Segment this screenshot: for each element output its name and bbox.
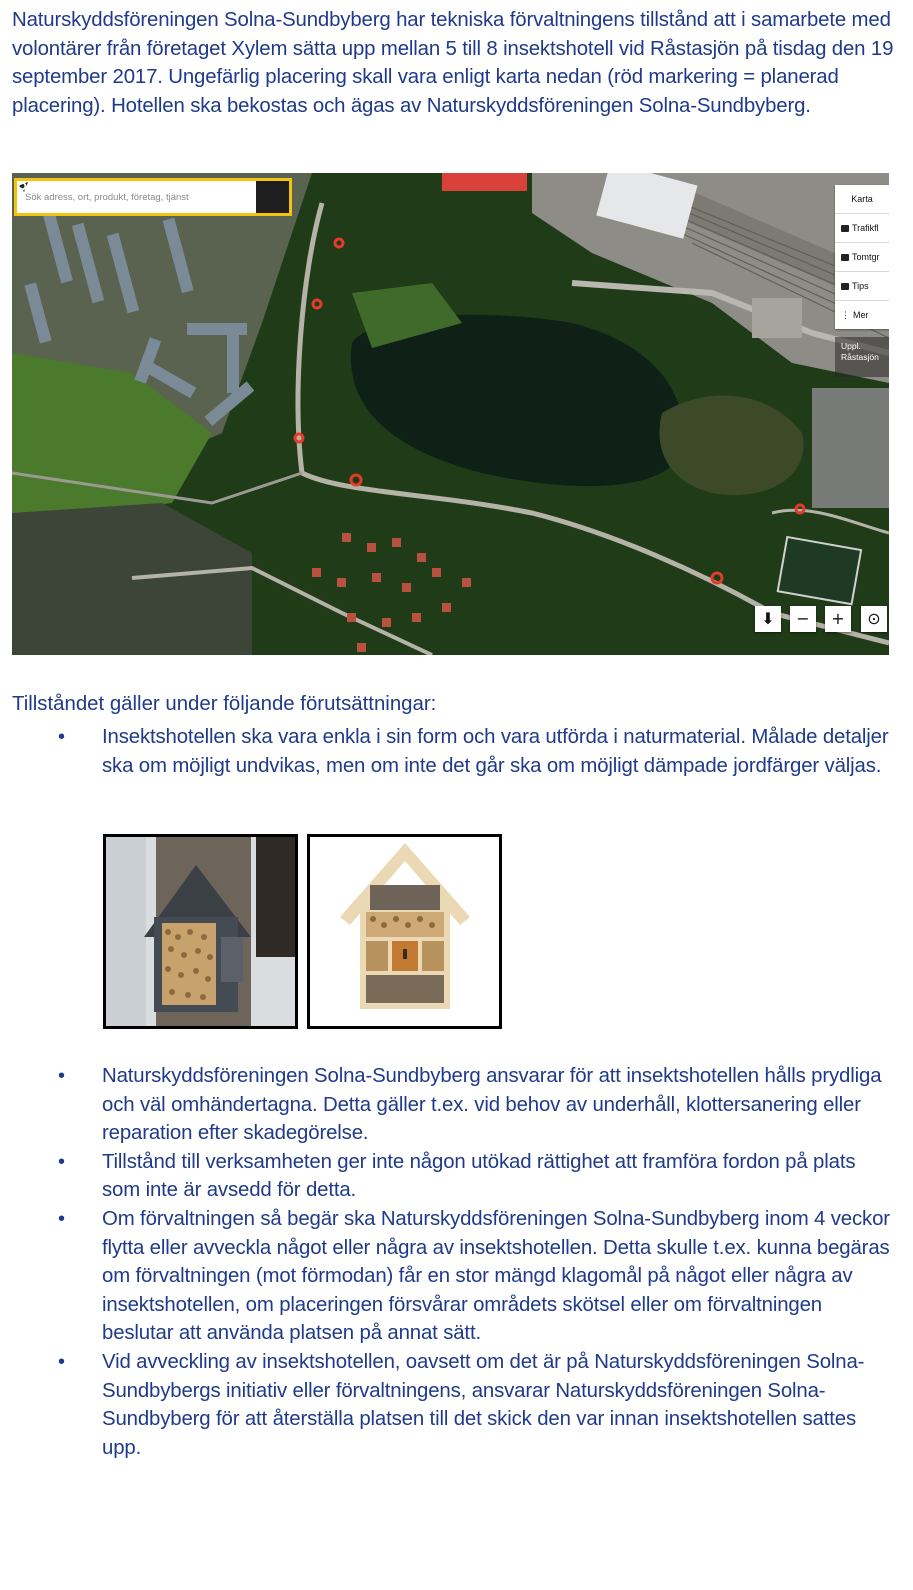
layer-karta[interactable]: [835, 185, 889, 213]
layer-trafik-label: Trafikfl: [852, 223, 879, 233]
layer-tomtgranser[interactable]: [835, 242, 889, 271]
layer-trafik[interactable]: [835, 213, 889, 242]
street-view-button[interactable]: ⬇: [755, 606, 781, 632]
map-search-input[interactable]: [17, 180, 230, 214]
place-label-line-2: Råstasjön: [841, 352, 879, 362]
layer-tomtgranser-label: Tomtgr: [852, 252, 880, 262]
place-label-line-1: Uppl.: [841, 341, 861, 351]
plot-icon: [841, 254, 849, 261]
condition-bullet: • Tillstånd till verksamheten ger inte någon utökad rättighet att framföra fordon på plats som inte är avsedd för detta.: [0, 1148, 913, 1205]
zoom-in-button[interactable]: +: [825, 606, 851, 632]
map-search-bar[interactable]: [14, 178, 292, 216]
condition-bullet: • Insektshotellen ska vara enkla i sin form och vara utförda i naturmaterial. Målade detaljer ska om möjligt undvikas, men om inte det går ska om möjligt dämpade jordfärger väljas.: [0, 723, 913, 780]
map-layer-menu: [835, 185, 889, 329]
place-label[interactable]: [835, 337, 889, 377]
layer-tips-label: Tips: [852, 281, 869, 291]
layer-tips[interactable]: [835, 271, 889, 300]
megaphone-icon: [841, 283, 849, 290]
map-view[interactable]: [12, 173, 889, 655]
aerial-photo[interactable]: [12, 173, 889, 655]
layer-mer[interactable]: [835, 300, 889, 329]
condition-bullet: • Om förvaltningen så begär ska Naturskyddsföreningen Solna-Sundbyberg inom 4 veckor flytta eller avveckla något eller några av insektshotellen. Detta skulle t.ex. kunna begäras om förvaltningen (mot förmodan) får en stor mängd klagomål på något eller några av insektshotellen, om placeringen försvårar områdets skötsel eller om förvaltningen beslutar att använda platsen på annat sätt.: [0, 1205, 913, 1348]
more-icon: ⋮: [841, 309, 850, 320]
conditions-list-2: [0, 1062, 913, 1462]
compass-button[interactable]: ⊙: [861, 606, 887, 632]
car-icon: [841, 225, 849, 232]
intro-paragraph: Naturskyddsföreningen Solna-Sundbyberg har tekniska förvaltningens tillstånd att i samarbete med volontärer från företaget Xylem sätta upp mellan 5 till 8 insektshotell vid Råstasjön på tisdag den 19 september 2017. Ungefärlig placering skall vara enligt karta nedan (röd markering = planerad placering). Hotellen ska bekostas och ägas av Naturskyddsföreningen Solna-Sundbyberg.: [12, 9, 894, 117]
insect-hotel-photo-1: [103, 834, 298, 1029]
zoom-out-button[interactable]: −: [790, 606, 816, 632]
insect-hotel-photo-2: [307, 834, 502, 1029]
layer-mer-label: Mer: [853, 310, 869, 320]
conditions-title: Tillståndet gäller under följande förutsättningar:: [12, 693, 437, 715]
condition-bullet: • Naturskyddsföreningen Solna-Sundbyberg ansvarar för att insektshotellen hålls prydliga och väl omhändertagna. Detta gäller t.ex. vid behov av underhåll, klottersanering eller reparation efter skadegörelse.: [0, 1062, 913, 1148]
conditions-list-1: [0, 723, 913, 780]
condition-bullet: • Vid avveckling av insektshotellen, oavsett om det är på Naturskyddsföreningen Solna-Sundbybergs initiativ eller förvaltningens, ansvarar Naturskyddsföreningen Solna-Sundbyberg för att återställa platsen till det skick den var innan insektshotellen sattes upp.: [0, 1348, 913, 1462]
layer-karta-label: Karta: [851, 194, 873, 204]
locate-icon[interactable]: [230, 181, 256, 213]
search-button[interactable]: [256, 181, 289, 213]
